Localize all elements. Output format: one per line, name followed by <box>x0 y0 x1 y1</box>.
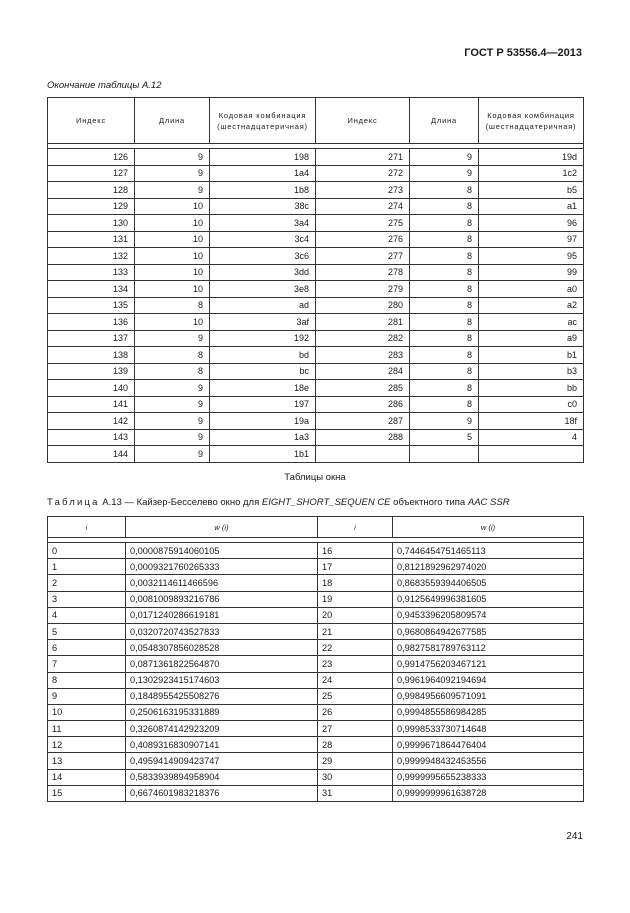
cell-i: 19 <box>318 591 393 607</box>
cell-code: ac <box>479 314 584 331</box>
table-row <box>48 281 584 298</box>
cell-code: a1 <box>479 198 584 215</box>
cell-length: 9 <box>410 149 479 166</box>
cell-code: c0 <box>479 396 584 413</box>
cell-w: 0,9453396205809574 <box>393 607 584 623</box>
table-row <box>48 149 584 166</box>
cell-code: 3af <box>210 314 316 331</box>
header-index: Индекс <box>316 98 410 144</box>
cell-w: 0,9999999961638728 <box>393 785 584 801</box>
cell-index: 276 <box>316 231 410 248</box>
cell-code: 95 <box>479 248 584 265</box>
cell-code: 198 <box>210 149 316 166</box>
cell-length: 9 <box>135 429 210 446</box>
cell-i: 8 <box>48 672 126 688</box>
cell-w: 0,9914756203467121 <box>393 656 584 672</box>
window-tables-heading: Таблицы окна <box>284 472 346 483</box>
cell-w: 0,9827581789763112 <box>393 640 584 656</box>
header-index: Индекс <box>48 98 135 144</box>
caption-mid: объектного типа <box>390 497 468 508</box>
cell-index: 274 <box>316 198 410 215</box>
table-a12-body <box>48 149 584 463</box>
cell-code: b3 <box>479 363 584 380</box>
cell-index: 272 <box>316 165 410 182</box>
cell-w: 0,9125649996381605 <box>393 591 584 607</box>
cell-length: 10 <box>135 215 210 232</box>
table-row <box>48 413 584 430</box>
cell-index: 135 <box>48 297 135 314</box>
cell-index: 278 <box>316 264 410 281</box>
header-code: Кодовая комбинация (шестнадцатеричная) <box>479 98 584 144</box>
cell-w: 0,0009321760265333 <box>126 559 318 575</box>
cell-length: 10 <box>135 314 210 331</box>
cell-code: 3e8 <box>210 281 316 298</box>
cell-i: 0 <box>48 543 126 559</box>
table-row <box>48 688 584 704</box>
table-row <box>48 737 584 753</box>
table-row <box>48 297 584 314</box>
cell-code: 1b1 <box>210 446 316 463</box>
cell-index: 288 <box>316 429 410 446</box>
cell-length: 10 <box>135 248 210 265</box>
cell-w: 0,0871361822564870 <box>126 656 318 672</box>
cell-code: a9 <box>479 330 584 347</box>
cell-code: 3c6 <box>210 248 316 265</box>
cell-i: 26 <box>318 704 393 720</box>
page-number: 241 <box>566 831 583 842</box>
table-row <box>48 607 584 623</box>
cell-index: 140 <box>48 380 135 397</box>
cell-length <box>410 446 479 463</box>
table-row <box>48 446 584 463</box>
header-w: w (i) <box>393 517 584 538</box>
cell-index: 284 <box>316 363 410 380</box>
cell-code: 38c <box>210 198 316 215</box>
table-row <box>48 704 584 720</box>
table-a13-body <box>48 543 584 802</box>
table-row <box>48 559 584 575</box>
cell-w: 0,9999671864476404 <box>393 737 584 753</box>
cell-index: 286 <box>316 396 410 413</box>
cell-index: 144 <box>48 446 135 463</box>
cell-length: 9 <box>135 446 210 463</box>
cell-length: 9 <box>135 380 210 397</box>
table-row <box>48 785 584 801</box>
cell-w: 0,0320720743527833 <box>126 623 318 639</box>
cell-code: 97 <box>479 231 584 248</box>
cell-w: 0,9984956609571091 <box>393 688 584 704</box>
header-length: Длина <box>135 98 210 144</box>
cell-length: 8 <box>410 297 479 314</box>
header-i: i <box>48 517 126 538</box>
cell-w: 0,0081009893216786 <box>126 591 318 607</box>
table-row <box>48 198 584 215</box>
cell-code: bd <box>210 347 316 364</box>
table-row <box>48 753 584 769</box>
cell-length: 8 <box>410 363 479 380</box>
cell-code: bc <box>210 363 316 380</box>
table-row <box>48 347 584 364</box>
table-row <box>48 769 584 785</box>
table-row <box>48 429 584 446</box>
caption-object-type: AAC SSR <box>467 497 510 508</box>
cell-index: 128 <box>48 182 135 199</box>
cell-w: 0,9998533730714648 <box>393 721 584 737</box>
cell-index: 137 <box>48 330 135 347</box>
table-row <box>48 363 584 380</box>
cell-i: 7 <box>48 656 126 672</box>
table-row <box>48 264 584 281</box>
cell-code: bb <box>479 380 584 397</box>
cell-i: 9 <box>48 688 126 704</box>
cell-i: 27 <box>318 721 393 737</box>
cell-w: 0,0548307856028528 <box>126 640 318 656</box>
cell-i: 12 <box>48 737 126 753</box>
cell-length: 9 <box>135 165 210 182</box>
table-row <box>48 591 584 607</box>
cell-length: 8 <box>410 182 479 199</box>
table-row <box>48 248 584 265</box>
cell-length: 8 <box>410 396 479 413</box>
cell-length: 8 <box>410 198 479 215</box>
cell-w: 0,1848955425508276 <box>126 688 318 704</box>
cell-index: 285 <box>316 380 410 397</box>
cell-w: 0,9680864942677585 <box>393 623 584 639</box>
cell-i: 5 <box>48 623 126 639</box>
cell-code: 1a3 <box>210 429 316 446</box>
cell-i: 30 <box>318 769 393 785</box>
cell-length: 8 <box>410 264 479 281</box>
header-code: Кодовая комбинация (шестнадцатеричная) <box>210 98 316 144</box>
cell-code: 3a4 <box>210 215 316 232</box>
cell-code: 1a4 <box>210 165 316 182</box>
cell-w: 0,0032114611466596 <box>126 575 318 591</box>
cell-index: 275 <box>316 215 410 232</box>
table-a13-header-row <box>48 517 584 538</box>
cell-length: 9 <box>410 413 479 430</box>
cell-length: 9 <box>135 396 210 413</box>
cell-w: 0,9999948432453556 <box>393 753 584 769</box>
cell-index: 132 <box>48 248 135 265</box>
cell-code: 3c4 <box>210 231 316 248</box>
cell-w: 0,3260874142923209 <box>126 721 318 737</box>
cell-w: 0,2506163195331889 <box>126 704 318 720</box>
cell-w: 0,0000875914060105 <box>126 543 318 559</box>
caption-prefix: Таблица <box>47 497 100 508</box>
standard-number: ГОСТ Р 53556.4—2013 <box>464 47 582 59</box>
cell-length: 9 <box>410 165 479 182</box>
cell-index: 283 <box>316 347 410 364</box>
cell-i: 1 <box>48 559 126 575</box>
cell-code: 192 <box>210 330 316 347</box>
cell-index: 277 <box>316 248 410 265</box>
cell-length: 8 <box>410 248 479 265</box>
cell-i: 29 <box>318 753 393 769</box>
cell-length: 8 <box>410 215 479 232</box>
cell-w: 0,8121892962974020 <box>393 559 584 575</box>
cell-code: 18f <box>479 413 584 430</box>
cell-code: 197 <box>210 396 316 413</box>
cell-i: 6 <box>48 640 126 656</box>
cell-length: 8 <box>410 347 479 364</box>
cell-code: 99 <box>479 264 584 281</box>
cell-w: 0,9999995655238333 <box>393 769 584 785</box>
cell-i: 24 <box>318 672 393 688</box>
cell-code: 1b8 <box>210 182 316 199</box>
table-row <box>48 656 584 672</box>
cell-w: 0,0171240286619181 <box>126 607 318 623</box>
cell-code: b5 <box>479 182 584 199</box>
cell-i: 11 <box>48 721 126 737</box>
table-row <box>48 396 584 413</box>
cell-index: 287 <box>316 413 410 430</box>
table-a12-header-row <box>48 98 584 144</box>
cell-w: 0,9994855586984285 <box>393 704 584 720</box>
cell-index: 127 <box>48 165 135 182</box>
cell-w: 0,4089316830907141 <box>126 737 318 753</box>
table-row <box>48 543 584 559</box>
cell-length: 8 <box>410 330 479 347</box>
header-length: Длина <box>410 98 479 144</box>
cell-i: 28 <box>318 737 393 753</box>
cell-w: 0,9961964092194694 <box>393 672 584 688</box>
cell-length: 8 <box>410 314 479 331</box>
table-row <box>48 623 584 639</box>
cell-length: 8 <box>135 363 210 380</box>
cell-w: 0,8683559394406505 <box>393 575 584 591</box>
table-a12-caption: Окончание таблицы А.12 <box>47 80 162 91</box>
cell-code: 19d <box>479 149 584 166</box>
cell-i: 25 <box>318 688 393 704</box>
cell-index: 282 <box>316 330 410 347</box>
table-row <box>48 672 584 688</box>
cell-i: 10 <box>48 704 126 720</box>
table-row <box>48 231 584 248</box>
cell-index: 280 <box>316 297 410 314</box>
table-row <box>48 640 584 656</box>
header-i: i <box>318 517 393 538</box>
table-row <box>48 380 584 397</box>
cell-code: 18e <box>210 380 316 397</box>
cell-i: 22 <box>318 640 393 656</box>
cell-code: 19a <box>210 413 316 430</box>
cell-index: 131 <box>48 231 135 248</box>
cell-w: 0,4959414909423747 <box>126 753 318 769</box>
table-row <box>48 721 584 737</box>
cell-i: 14 <box>48 769 126 785</box>
cell-length: 8 <box>410 380 479 397</box>
cell-length: 10 <box>135 231 210 248</box>
cell-code: 96 <box>479 215 584 232</box>
cell-i: 16 <box>318 543 393 559</box>
cell-i: 17 <box>318 559 393 575</box>
cell-code <box>479 446 584 463</box>
cell-length: 10 <box>135 198 210 215</box>
cell-code: a2 <box>479 297 584 314</box>
cell-code: 1c2 <box>479 165 584 182</box>
cell-index: 136 <box>48 314 135 331</box>
cell-index: 133 <box>48 264 135 281</box>
cell-index: 139 <box>48 363 135 380</box>
cell-length: 8 <box>410 231 479 248</box>
cell-length: 9 <box>135 330 210 347</box>
cell-index: 273 <box>316 182 410 199</box>
cell-length: 5 <box>410 429 479 446</box>
cell-i: 4 <box>48 607 126 623</box>
cell-w: 0,7446454751465113 <box>393 543 584 559</box>
cell-index: 130 <box>48 215 135 232</box>
cell-code: ad <box>210 297 316 314</box>
cell-length: 9 <box>135 182 210 199</box>
table-row <box>48 575 584 591</box>
cell-i: 13 <box>48 753 126 769</box>
cell-w: 0,1302923415174603 <box>126 672 318 688</box>
cell-length: 10 <box>135 281 210 298</box>
cell-i: 31 <box>318 785 393 801</box>
cell-index <box>316 446 410 463</box>
cell-length: 8 <box>135 297 210 314</box>
header-w: w (i) <box>126 517 318 538</box>
caption-number: А.13 — Кайзер-Бесселево окно для <box>102 497 262 508</box>
cell-index: 129 <box>48 198 135 215</box>
cell-index: 281 <box>316 314 410 331</box>
cell-i: 21 <box>318 623 393 639</box>
cell-w: 0,6674601983218376 <box>126 785 318 801</box>
cell-i: 2 <box>48 575 126 591</box>
cell-code: 4 <box>479 429 584 446</box>
table-row <box>48 182 584 199</box>
cell-index: 134 <box>48 281 135 298</box>
cell-length: 8 <box>410 281 479 298</box>
cell-code: b1 <box>479 347 584 364</box>
cell-code: a0 <box>479 281 584 298</box>
cell-i: 15 <box>48 785 126 801</box>
cell-w: 0,5833939894958904 <box>126 769 318 785</box>
cell-i: 20 <box>318 607 393 623</box>
cell-index: 141 <box>48 396 135 413</box>
cell-length: 8 <box>135 347 210 364</box>
cell-i: 3 <box>48 591 126 607</box>
cell-length: 9 <box>135 149 210 166</box>
caption-sequence: EIGHT_SHORT_SEQUEN CE <box>261 497 391 508</box>
table-row <box>48 215 584 232</box>
table-a13-caption <box>47 497 510 508</box>
table-a12 <box>47 97 584 463</box>
table-a13 <box>47 516 584 802</box>
cell-length: 9 <box>135 413 210 430</box>
cell-length: 10 <box>135 264 210 281</box>
cell-index: 138 <box>48 347 135 364</box>
cell-index: 126 <box>48 149 135 166</box>
cell-index: 143 <box>48 429 135 446</box>
cell-i: 23 <box>318 656 393 672</box>
cell-index: 279 <box>316 281 410 298</box>
cell-code: 3dd <box>210 264 316 281</box>
table-row <box>48 330 584 347</box>
table-row <box>48 314 584 331</box>
cell-i: 18 <box>318 575 393 591</box>
cell-index: 142 <box>48 413 135 430</box>
table-row <box>48 165 584 182</box>
cell-index: 271 <box>316 149 410 166</box>
